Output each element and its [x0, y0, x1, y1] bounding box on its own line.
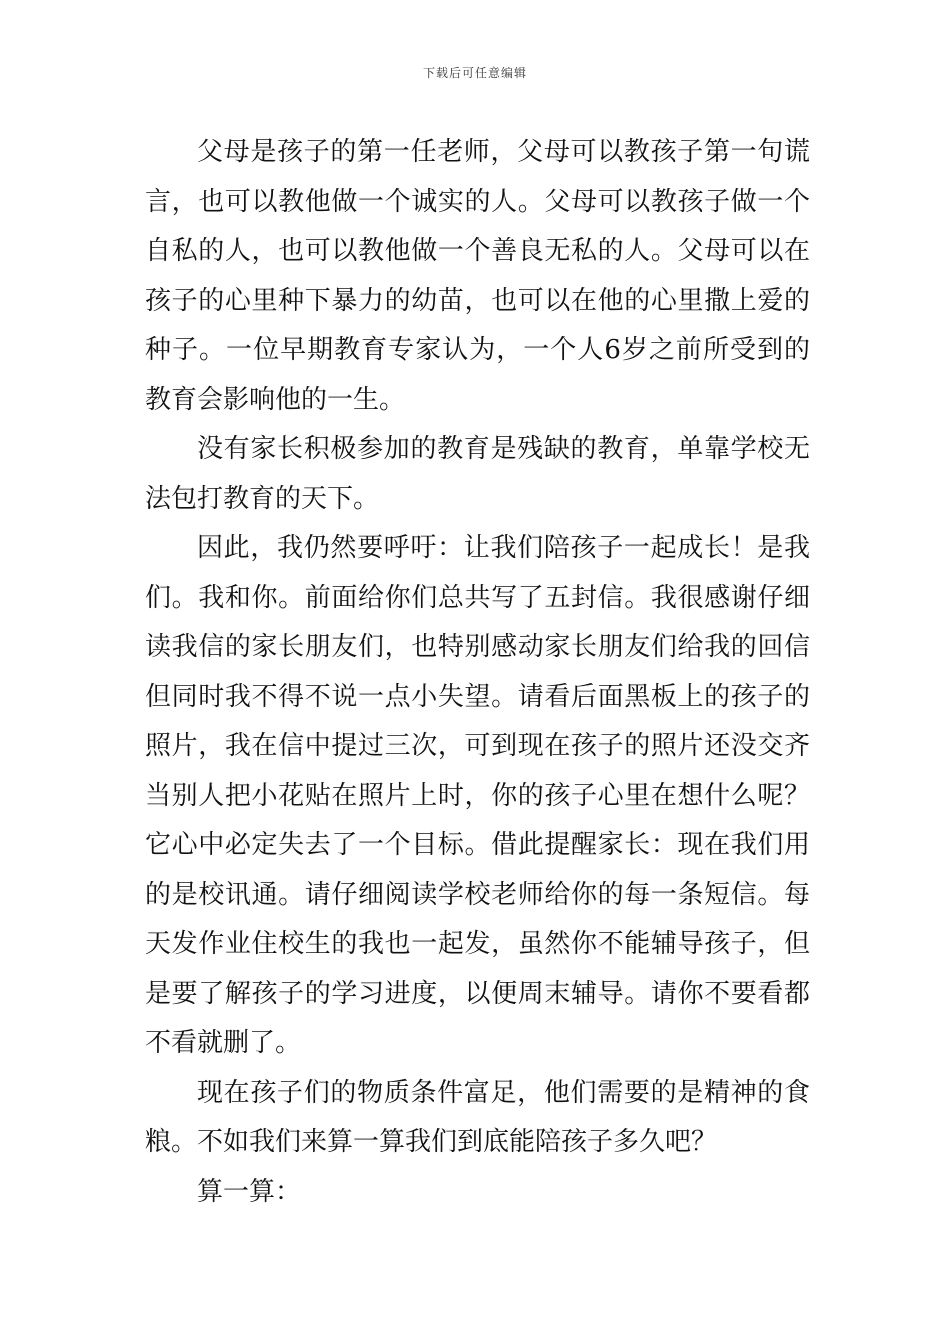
paragraph-spiritual-food: 现在孩子们的物质条件富足，他们需要的是精神的食粮。不如我们来算一算我们到底能陪孩子多久吧？ — [145, 1077, 810, 1157]
paragraph-grow-together: 因此，我仍然要呼吁：让我们陪孩子一起成长！是我们。我和你。前面给你们总共写了五封信。我很感谢仔细读我信的家长朋友们，也特别感动家长朋友们给我的回信但同时我不得不说一点小失望。请看后面黑板上的孩子的照片，我在信中提过三次，可到现在孩子的照片还没交齐当别人把小花贴在照片上时，你的孩子心里在想什么呢？它心中必定失去了一个目标。借此提醒家长：现在我们用的是校讯通。请仔细阅读学校老师给你的每一条短信。每天发作业住校生的我也一起发，虽然你不能辅导孩子，但是要了解孩子的学习进度，以便周末辅导。请你不要看都不看就删了。 — [145, 533, 810, 1058]
paragraph-parent-participation: 没有家长积极参加的教育是残缺的教育，单靠学校无法包打教育的天下。 — [145, 434, 810, 514]
page-header: 下载后可任意编辑 — [422, 66, 527, 80]
paragraph-calculate: 算一算： — [197, 1176, 302, 1207]
document-body — [145, 128, 810, 1217]
paragraph-parents-first-teacher: 父母是孩子的第一任老师，父母可以教孩子第一句谎言，也可以教他做一个诚实的人。父母可以教孩子做一个自私的人，也可以教他做一个善良无私的人。父母可以在孩子的心里种下暴力的幼苗，也可以在他的心里撒上爱的种子。一位早期教育专家认为，一个人6岁之前所受到的教育会影响他的一生。 — [145, 137, 810, 415]
